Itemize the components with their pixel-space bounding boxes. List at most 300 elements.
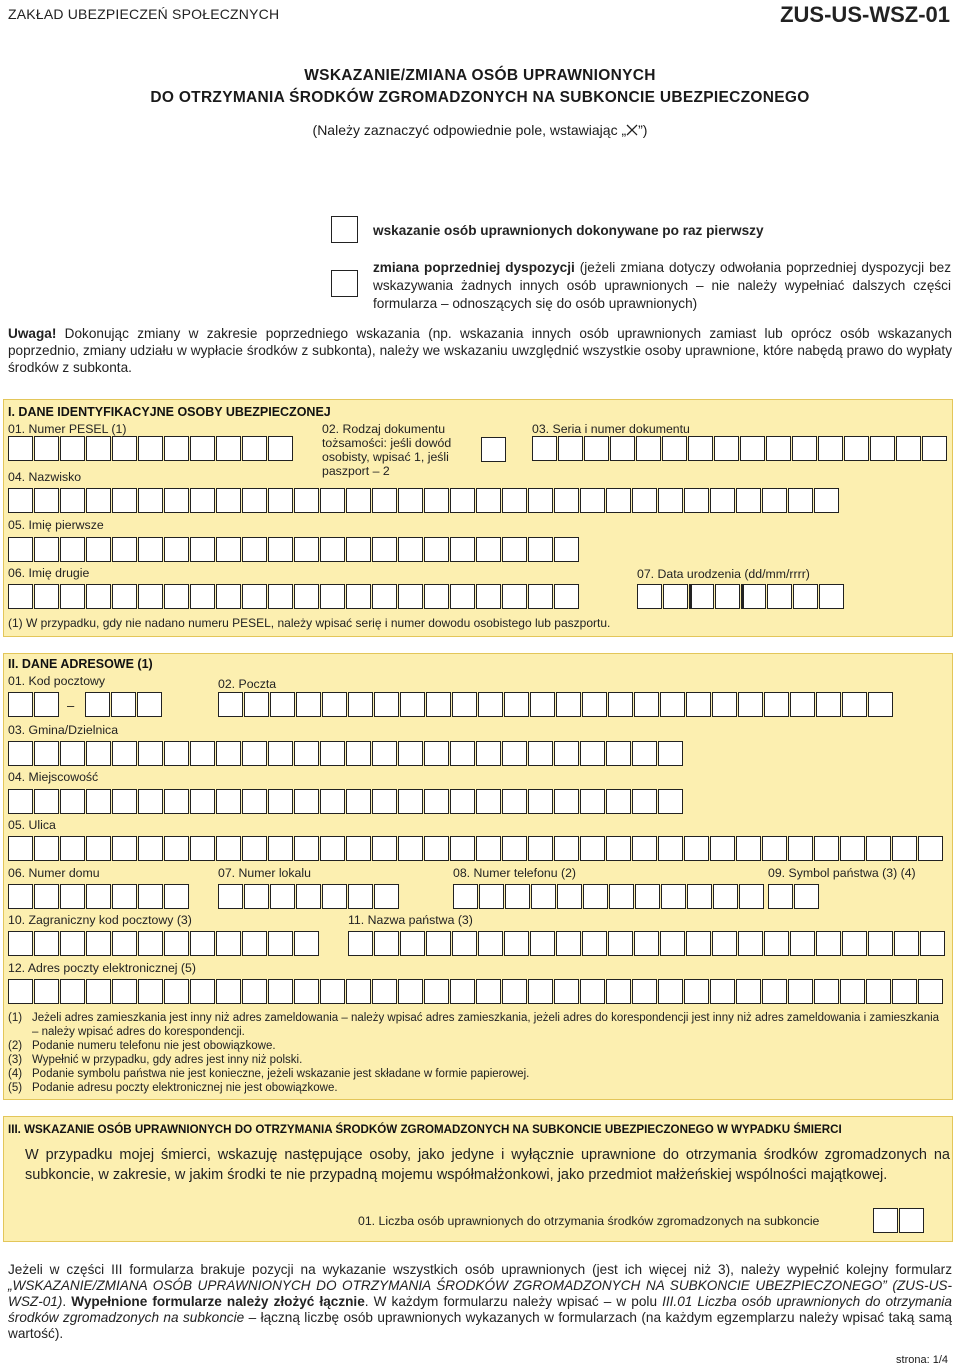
input-cell[interactable]: [218, 692, 243, 717]
input-cell[interactable]: [658, 979, 683, 1004]
input-cell[interactable]: [320, 584, 345, 609]
input-cell[interactable]: [918, 979, 943, 1004]
input-cell[interactable]: [450, 836, 475, 861]
input-cell[interactable]: [346, 836, 371, 861]
input-cell[interactable]: [712, 931, 737, 956]
input-cell[interactable]: [242, 979, 267, 1004]
input-cell[interactable]: [632, 741, 657, 766]
input-cell[interactable]: [34, 488, 59, 513]
input-cell[interactable]: [658, 488, 683, 513]
postal-code-input-a[interactable]: [8, 692, 60, 717]
input-cell[interactable]: [86, 884, 111, 909]
input-cell[interactable]: [896, 436, 921, 461]
input-cell[interactable]: [216, 741, 241, 766]
input-cell[interactable]: [606, 836, 631, 861]
input-cell[interactable]: [814, 979, 839, 1004]
input-cell[interactable]: [398, 488, 423, 513]
input-cell[interactable]: [398, 741, 423, 766]
input-cell[interactable]: [450, 584, 475, 609]
input-cell[interactable]: [320, 741, 345, 766]
input-cell[interactable]: [424, 979, 449, 1004]
input-cell[interactable]: [216, 488, 241, 513]
input-cell[interactable]: [580, 836, 605, 861]
input-cell[interactable]: [86, 537, 111, 562]
input-cell[interactable]: [85, 692, 110, 717]
input-cell[interactable]: [530, 931, 555, 956]
input-cell[interactable]: [164, 979, 189, 1004]
country-symbol-input[interactable]: [768, 884, 820, 909]
input-cell[interactable]: [712, 692, 737, 717]
input-cell[interactable]: [554, 741, 579, 766]
input-cell[interactable]: [842, 692, 867, 717]
input-cell[interactable]: [842, 931, 867, 956]
street-input[interactable]: [8, 836, 944, 861]
input-cell[interactable]: [424, 741, 449, 766]
input-cell[interactable]: [715, 584, 740, 609]
input-cell[interactable]: [372, 789, 397, 814]
input-cell[interactable]: [374, 884, 399, 909]
input-cell[interactable]: [164, 741, 189, 766]
input-cell[interactable]: [453, 884, 478, 909]
input-cell[interactable]: [268, 436, 293, 461]
input-cell[interactable]: [322, 692, 347, 717]
input-cell[interactable]: [60, 436, 85, 461]
input-cell[interactable]: [741, 584, 766, 609]
input-cell[interactable]: [557, 884, 582, 909]
input-cell[interactable]: [686, 931, 711, 956]
input-cell[interactable]: [558, 436, 583, 461]
input-cell[interactable]: [294, 741, 319, 766]
input-cell[interactable]: [710, 836, 735, 861]
input-cell[interactable]: [632, 979, 657, 1004]
input-cell[interactable]: [530, 692, 555, 717]
input-cell[interactable]: [814, 836, 839, 861]
input-cell[interactable]: [268, 537, 293, 562]
input-cell[interactable]: [190, 436, 215, 461]
input-cell[interactable]: [637, 584, 662, 609]
input-cell[interactable]: [320, 789, 345, 814]
input-cell[interactable]: [554, 537, 579, 562]
input-cell[interactable]: [346, 488, 371, 513]
input-cell[interactable]: [424, 789, 449, 814]
input-cell[interactable]: [792, 436, 817, 461]
input-cell[interactable]: [346, 537, 371, 562]
input-cell[interactable]: [86, 584, 111, 609]
input-cell[interactable]: [111, 692, 136, 717]
input-cell[interactable]: [112, 436, 137, 461]
input-cell[interactable]: [584, 436, 609, 461]
input-cell[interactable]: [764, 692, 789, 717]
input-cell[interactable]: [138, 488, 163, 513]
input-cell[interactable]: [762, 488, 787, 513]
input-cell[interactable]: [424, 584, 449, 609]
input-cell[interactable]: [793, 584, 818, 609]
input-cell[interactable]: [60, 741, 85, 766]
birth-date-input[interactable]: [637, 584, 845, 609]
input-cell[interactable]: [634, 931, 659, 956]
input-cell[interactable]: [34, 789, 59, 814]
input-cell[interactable]: [270, 692, 295, 717]
input-cell[interactable]: [320, 979, 345, 1004]
input-cell[interactable]: [684, 488, 709, 513]
input-cell[interactable]: [450, 789, 475, 814]
input-cell[interactable]: [818, 436, 843, 461]
input-cell[interactable]: [609, 884, 634, 909]
input-cell[interactable]: [372, 836, 397, 861]
input-cell[interactable]: [554, 584, 579, 609]
input-cell[interactable]: [320, 836, 345, 861]
input-cell[interactable]: [788, 979, 813, 1004]
input-cell[interactable]: [528, 537, 553, 562]
input-cell[interactable]: [606, 488, 631, 513]
input-cell[interactable]: [190, 537, 215, 562]
input-cell[interactable]: [739, 884, 764, 909]
input-cell[interactable]: [398, 789, 423, 814]
input-cell[interactable]: [634, 692, 659, 717]
input-cell[interactable]: [164, 884, 189, 909]
input-cell[interactable]: [86, 836, 111, 861]
input-cell[interactable]: [819, 584, 844, 609]
input-cell[interactable]: [86, 931, 111, 956]
input-cell[interactable]: [866, 836, 891, 861]
email-input[interactable]: [8, 979, 944, 1004]
input-cell[interactable]: [294, 836, 319, 861]
input-cell[interactable]: [481, 437, 506, 462]
input-cell[interactable]: [870, 436, 895, 461]
input-cell[interactable]: [424, 488, 449, 513]
input-cell[interactable]: [60, 884, 85, 909]
input-cell[interactable]: [502, 488, 527, 513]
input-cell[interactable]: [840, 979, 865, 1004]
input-cell[interactable]: [8, 692, 33, 717]
input-cell[interactable]: [450, 488, 475, 513]
input-cell[interactable]: [268, 741, 293, 766]
input-cell[interactable]: [138, 979, 163, 1004]
input-cell[interactable]: [296, 884, 321, 909]
input-cell[interactable]: [478, 692, 503, 717]
input-cell[interactable]: [528, 836, 553, 861]
input-cell[interactable]: [138, 789, 163, 814]
input-cell[interactable]: [138, 741, 163, 766]
input-cell[interactable]: [528, 584, 553, 609]
input-cell[interactable]: [372, 741, 397, 766]
input-cell[interactable]: [844, 436, 869, 461]
locality-input[interactable]: [8, 789, 684, 814]
input-cell[interactable]: [34, 537, 59, 562]
input-cell[interactable]: [606, 789, 631, 814]
input-cell[interactable]: [788, 836, 813, 861]
input-cell[interactable]: [216, 836, 241, 861]
input-cell[interactable]: [479, 884, 504, 909]
input-cell[interactable]: [635, 884, 660, 909]
input-cell[interactable]: [268, 979, 293, 1004]
input-cell[interactable]: [60, 537, 85, 562]
input-cell[interactable]: [34, 584, 59, 609]
input-cell[interactable]: [816, 692, 841, 717]
input-cell[interactable]: [216, 537, 241, 562]
input-cell[interactable]: [740, 436, 765, 461]
input-cell[interactable]: [528, 979, 553, 1004]
doc-number-input[interactable]: [532, 436, 948, 461]
input-cell[interactable]: [738, 692, 763, 717]
input-cell[interactable]: [242, 488, 267, 513]
input-cell[interactable]: [922, 436, 947, 461]
input-cell[interactable]: [372, 979, 397, 1004]
input-cell[interactable]: [688, 436, 713, 461]
input-cell[interactable]: [86, 789, 111, 814]
input-cell[interactable]: [294, 789, 319, 814]
input-cell[interactable]: [242, 931, 267, 956]
input-cell[interactable]: [710, 979, 735, 1004]
input-cell[interactable]: [348, 931, 373, 956]
input-cell[interactable]: [138, 584, 163, 609]
input-cell[interactable]: [476, 836, 501, 861]
input-cell[interactable]: [710, 488, 735, 513]
input-cell[interactable]: [918, 836, 943, 861]
input-cell[interactable]: [242, 789, 267, 814]
input-cell[interactable]: [450, 979, 475, 1004]
input-cell[interactable]: [582, 692, 607, 717]
input-cell[interactable]: [190, 789, 215, 814]
input-cell[interactable]: [372, 537, 397, 562]
input-cell[interactable]: [689, 584, 714, 609]
input-cell[interactable]: [736, 488, 761, 513]
input-cell[interactable]: [86, 741, 111, 766]
input-cell[interactable]: [736, 836, 761, 861]
input-cell[interactable]: [296, 692, 321, 717]
input-cell[interactable]: [270, 884, 295, 909]
country-name-input[interactable]: [348, 931, 946, 956]
input-cell[interactable]: [34, 931, 59, 956]
input-cell[interactable]: [502, 836, 527, 861]
post-office-input[interactable]: [218, 692, 894, 717]
input-cell[interactable]: [684, 836, 709, 861]
input-cell[interactable]: [661, 884, 686, 909]
input-cell[interactable]: [764, 931, 789, 956]
input-cell[interactable]: [112, 931, 137, 956]
input-cell[interactable]: [580, 979, 605, 1004]
input-cell[interactable]: [346, 979, 371, 1004]
input-cell[interactable]: [400, 931, 425, 956]
input-cell[interactable]: [60, 931, 85, 956]
input-cell[interactable]: [528, 488, 553, 513]
input-cell[interactable]: [899, 1208, 924, 1233]
input-cell[interactable]: [528, 741, 553, 766]
input-cell[interactable]: [452, 692, 477, 717]
input-cell[interactable]: [34, 979, 59, 1004]
input-cell[interactable]: [398, 537, 423, 562]
input-cell[interactable]: [504, 931, 529, 956]
first-time-checkbox[interactable]: [331, 216, 358, 243]
input-cell[interactable]: [632, 836, 657, 861]
input-cell[interactable]: [138, 931, 163, 956]
input-cell[interactable]: [920, 931, 945, 956]
input-cell[interactable]: [476, 789, 501, 814]
input-cell[interactable]: [452, 931, 477, 956]
input-cell[interactable]: [398, 584, 423, 609]
input-cell[interactable]: [244, 692, 269, 717]
input-cell[interactable]: [8, 436, 33, 461]
input-cell[interactable]: [8, 488, 33, 513]
input-cell[interactable]: [532, 436, 557, 461]
input-cell[interactable]: [244, 884, 269, 909]
input-cell[interactable]: [242, 741, 267, 766]
input-cell[interactable]: [164, 436, 189, 461]
input-cell[interactable]: [580, 488, 605, 513]
input-cell[interactable]: [190, 488, 215, 513]
input-cell[interactable]: [736, 979, 761, 1004]
input-cell[interactable]: [86, 488, 111, 513]
input-cell[interactable]: [268, 836, 293, 861]
surname-input[interactable]: [8, 488, 840, 513]
input-cell[interactable]: [476, 979, 501, 1004]
input-cell[interactable]: [294, 584, 319, 609]
input-cell[interactable]: [112, 537, 137, 562]
input-cell[interactable]: [60, 488, 85, 513]
input-cell[interactable]: [814, 488, 839, 513]
input-cell[interactable]: [112, 741, 137, 766]
input-cell[interactable]: [528, 789, 553, 814]
input-cell[interactable]: [60, 584, 85, 609]
input-cell[interactable]: [868, 692, 893, 717]
input-cell[interactable]: [218, 884, 243, 909]
input-cell[interactable]: [582, 931, 607, 956]
input-cell[interactable]: [554, 789, 579, 814]
input-cell[interactable]: [894, 931, 919, 956]
input-cell[interactable]: [476, 488, 501, 513]
input-cell[interactable]: [348, 692, 373, 717]
input-cell[interactable]: [86, 436, 111, 461]
input-cell[interactable]: [164, 836, 189, 861]
input-cell[interactable]: [216, 436, 241, 461]
input-cell[interactable]: [164, 931, 189, 956]
input-cell[interactable]: [684, 979, 709, 1004]
doc-type-input[interactable]: [481, 437, 507, 462]
input-cell[interactable]: [320, 537, 345, 562]
input-cell[interactable]: [320, 488, 345, 513]
input-cell[interactable]: [242, 436, 267, 461]
input-cell[interactable]: [346, 741, 371, 766]
input-cell[interactable]: [713, 884, 738, 909]
input-cell[interactable]: [892, 979, 917, 1004]
input-cell[interactable]: [660, 931, 685, 956]
input-cell[interactable]: [112, 584, 137, 609]
input-cell[interactable]: [606, 979, 631, 1004]
input-cell[interactable]: [658, 789, 683, 814]
input-cell[interactable]: [424, 537, 449, 562]
input-cell[interactable]: [294, 931, 319, 956]
input-cell[interactable]: [686, 692, 711, 717]
input-cell[interactable]: [426, 931, 451, 956]
first-name-input[interactable]: [8, 537, 580, 562]
input-cell[interactable]: [60, 979, 85, 1004]
input-cell[interactable]: [8, 741, 33, 766]
input-cell[interactable]: [34, 436, 59, 461]
input-cell[interactable]: [714, 436, 739, 461]
input-cell[interactable]: [502, 537, 527, 562]
change-checkbox[interactable]: [331, 270, 358, 297]
input-cell[interactable]: [164, 584, 189, 609]
input-cell[interactable]: [138, 537, 163, 562]
input-cell[interactable]: [322, 884, 347, 909]
input-cell[interactable]: [658, 836, 683, 861]
phone-input[interactable]: [453, 884, 765, 909]
input-cell[interactable]: [112, 836, 137, 861]
input-cell[interactable]: [424, 836, 449, 861]
input-cell[interactable]: [790, 692, 815, 717]
input-cell[interactable]: [663, 584, 688, 609]
input-cell[interactable]: [346, 789, 371, 814]
input-cell[interactable]: [216, 584, 241, 609]
input-cell[interactable]: [556, 931, 581, 956]
input-cell[interactable]: [450, 537, 475, 562]
apartment-number-input[interactable]: [218, 884, 400, 909]
input-cell[interactable]: [660, 692, 685, 717]
input-cell[interactable]: [138, 836, 163, 861]
input-cell[interactable]: [190, 741, 215, 766]
input-cell[interactable]: [687, 884, 712, 909]
house-number-input[interactable]: [8, 884, 190, 909]
input-cell[interactable]: [502, 789, 527, 814]
input-cell[interactable]: [164, 789, 189, 814]
input-cell[interactable]: [873, 1208, 898, 1233]
input-cell[interactable]: [398, 979, 423, 1004]
input-cell[interactable]: [372, 488, 397, 513]
input-cell[interactable]: [112, 789, 137, 814]
input-cell[interactable]: [8, 884, 33, 909]
input-cell[interactable]: [554, 979, 579, 1004]
input-cell[interactable]: [766, 436, 791, 461]
input-cell[interactable]: [190, 979, 215, 1004]
input-cell[interactable]: [502, 741, 527, 766]
input-cell[interactable]: [606, 741, 631, 766]
input-cell[interactable]: [767, 584, 792, 609]
input-cell[interactable]: [476, 741, 501, 766]
input-cell[interactable]: [294, 979, 319, 1004]
input-cell[interactable]: [8, 584, 33, 609]
input-cell[interactable]: [768, 884, 793, 909]
input-cell[interactable]: [34, 741, 59, 766]
input-cell[interactable]: [762, 979, 787, 1004]
persons-count-input[interactable]: [873, 1208, 925, 1233]
input-cell[interactable]: [504, 692, 529, 717]
input-cell[interactable]: [892, 836, 917, 861]
input-cell[interactable]: [608, 931, 633, 956]
input-cell[interactable]: [34, 692, 59, 717]
input-cell[interactable]: [554, 488, 579, 513]
input-cell[interactable]: [294, 537, 319, 562]
input-cell[interactable]: [816, 931, 841, 956]
input-cell[interactable]: [790, 931, 815, 956]
input-cell[interactable]: [190, 584, 215, 609]
input-cell[interactable]: [34, 836, 59, 861]
input-cell[interactable]: [138, 436, 163, 461]
foreign-postal-code-input[interactable]: [8, 931, 320, 956]
input-cell[interactable]: [137, 692, 162, 717]
input-cell[interactable]: [610, 436, 635, 461]
input-cell[interactable]: [8, 836, 33, 861]
input-cell[interactable]: [426, 692, 451, 717]
input-cell[interactable]: [662, 436, 687, 461]
input-cell[interactable]: [580, 741, 605, 766]
input-cell[interactable]: [868, 931, 893, 956]
input-cell[interactable]: [8, 537, 33, 562]
input-cell[interactable]: [788, 488, 813, 513]
input-cell[interactable]: [138, 884, 163, 909]
input-cell[interactable]: [866, 979, 891, 1004]
input-cell[interactable]: [8, 979, 33, 1004]
input-cell[interactable]: [450, 741, 475, 766]
